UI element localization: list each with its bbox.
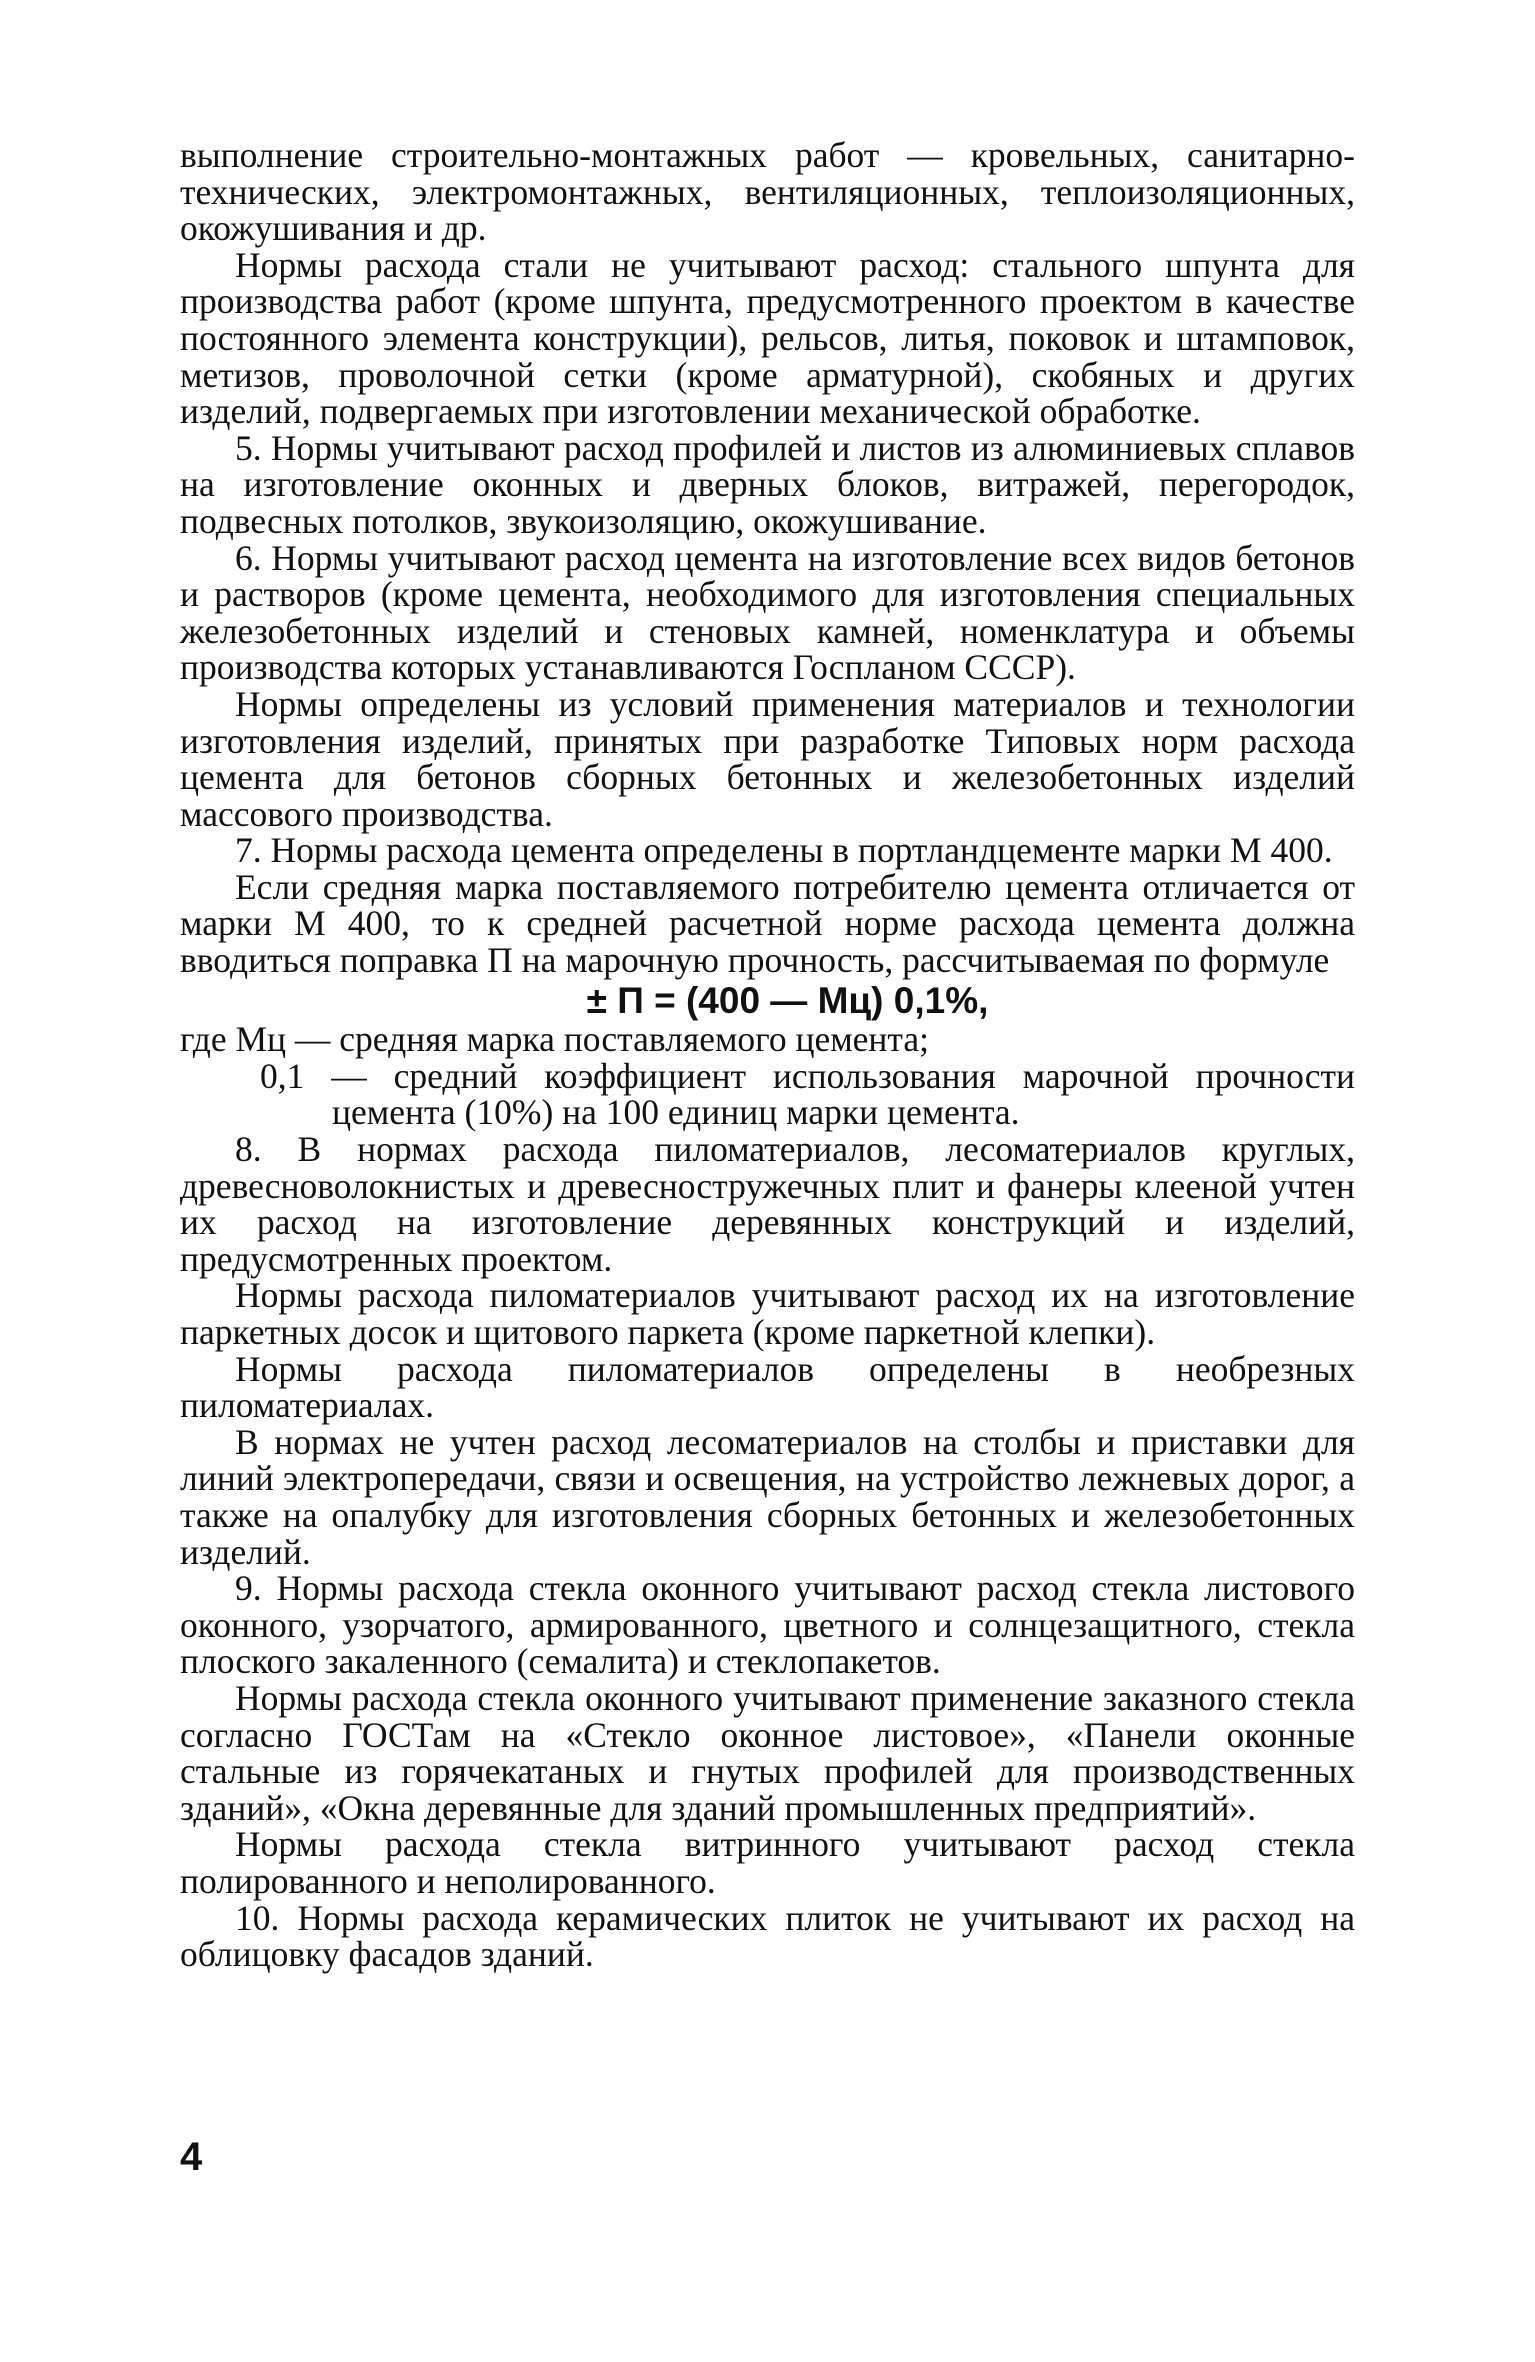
paragraph-continuation: выполнение строительно-монтажных работ — кровельных, санитарно-технических, электромонтажных, вентиляционных, теплоизоляционных, окожушивания и др. (180, 135, 1355, 249)
paragraph-item-5: 5. Нормы учитывают расход профилей и листов из алюминиевых сплавов на изготовление оконных и дверных блоков, витражей, перегородок, подвесных потолков, звукоизоляцию, окожушивание. (180, 427, 1355, 541)
paragraph-correction: Если средняя марка поставляемого потребителю цемента отличается от марки М 400, то к средней расчетной норме расхода цемента должна вводиться поправка П на марочную прочность, рассчитываемая по формуле (180, 866, 1355, 981)
formula: ± П = (400 — Мц) 0,1%, (586, 979, 989, 1021)
paragraph-item-6: 6. Нормы учитывают расход цемента на изготовление всех видов бетонов и растворов (кроме цемента, необходимого для изготовления специальных железобетонных изделий и стеновых камней, номенклатура и объемы производства которых устанавливаются Госпланом СССР). (180, 537, 1355, 688)
paragraph-glass-gost: Нормы расхода стекла оконного учитывают применение заказного стекла согласно ГОСТам на «Стекло оконное листовое», «Панели оконные стальные из горячекатаных и гнутых профилей для производственных зданий», «Окна деревянные для зданий промышленных предприятий». (180, 1677, 1355, 1828)
paragraph-timber-not-included: В нормах не учтен расход лесоматериалов на столбы и приставки для линий электропередачи, связи и освещения, на устройство лежневых дорог, а также на опалубку для изготовления сборных бетонных и железобетонных изделий. (180, 1421, 1355, 1572)
paragraph-item-9: 9. Нормы расхода стекла оконного учитывают расход стекла листового оконного, узорчатого, армированного, цветного и солнцезащитного, стекла плоского закаленного (семалита) и стеклопакетов. (180, 1568, 1355, 1682)
paragraph-steel-norms: Нормы расхода стали не учитывают расход: стального шпунта для производства работ (кроме шпунта, предусмотренного проектом в качестве постоянного элемента конструкции), рельсов, литья, поковок и штамповок, метизов, проволочной сетки (кроме арматурной), скобяных и других изделий, подвергаемых при изготовлении механической обработке. (180, 244, 1355, 432)
formula-legend-main: где Мц — средняя марка поставляемого цемента; (180, 1019, 930, 1060)
page-body (180, 137, 1355, 1973)
page-number: 4 (180, 2135, 203, 2179)
paragraph-item-10: 10. Нормы расхода керамических плиток не учитывают их расход на облицовку фасадов зданий. (180, 1897, 1355, 1975)
paragraph-item-7: 7. Нормы расхода цемента определены в портландцементе марки М 400. (235, 830, 1333, 871)
paragraph-norms-determined: Нормы определены из условий применения материалов и технологии изготовления изделий, принятых при разработке Типовых норм расхода цемента для бетонов сборных бетонных и железобетонных изделий массового производства. (180, 683, 1355, 834)
paragraph-lumber-unedged: Нормы расхода пиломатериалов определены в необрезных пиломатериалах. (180, 1348, 1355, 1426)
paragraph-item-8: 8. В нормах расхода пиломатериалов, лесоматериалов круглых, древесноволокнистых и древесностружечных плит и фанеры клееной учтен их расход на изготовление деревянных конструкций и изделий, предусмотренных проектом. (180, 1129, 1355, 1279)
paragraph-lumber-parquet: Нормы расхода пиломатериалов учитывают расход их на изготовление паркетных досок и щитового паркета (кроме паркетной клепки). (180, 1275, 1355, 1352)
formula-legend-sub: 0,1 — средний коэффициент использования марочной прочности цемента (10%) на 100 единиц марки цемента. (260, 1055, 1355, 1133)
paragraph-shop-window-glass: Нормы расхода стекла витринного учитывают расход стекла полированного и неполированного. (180, 1824, 1355, 1901)
